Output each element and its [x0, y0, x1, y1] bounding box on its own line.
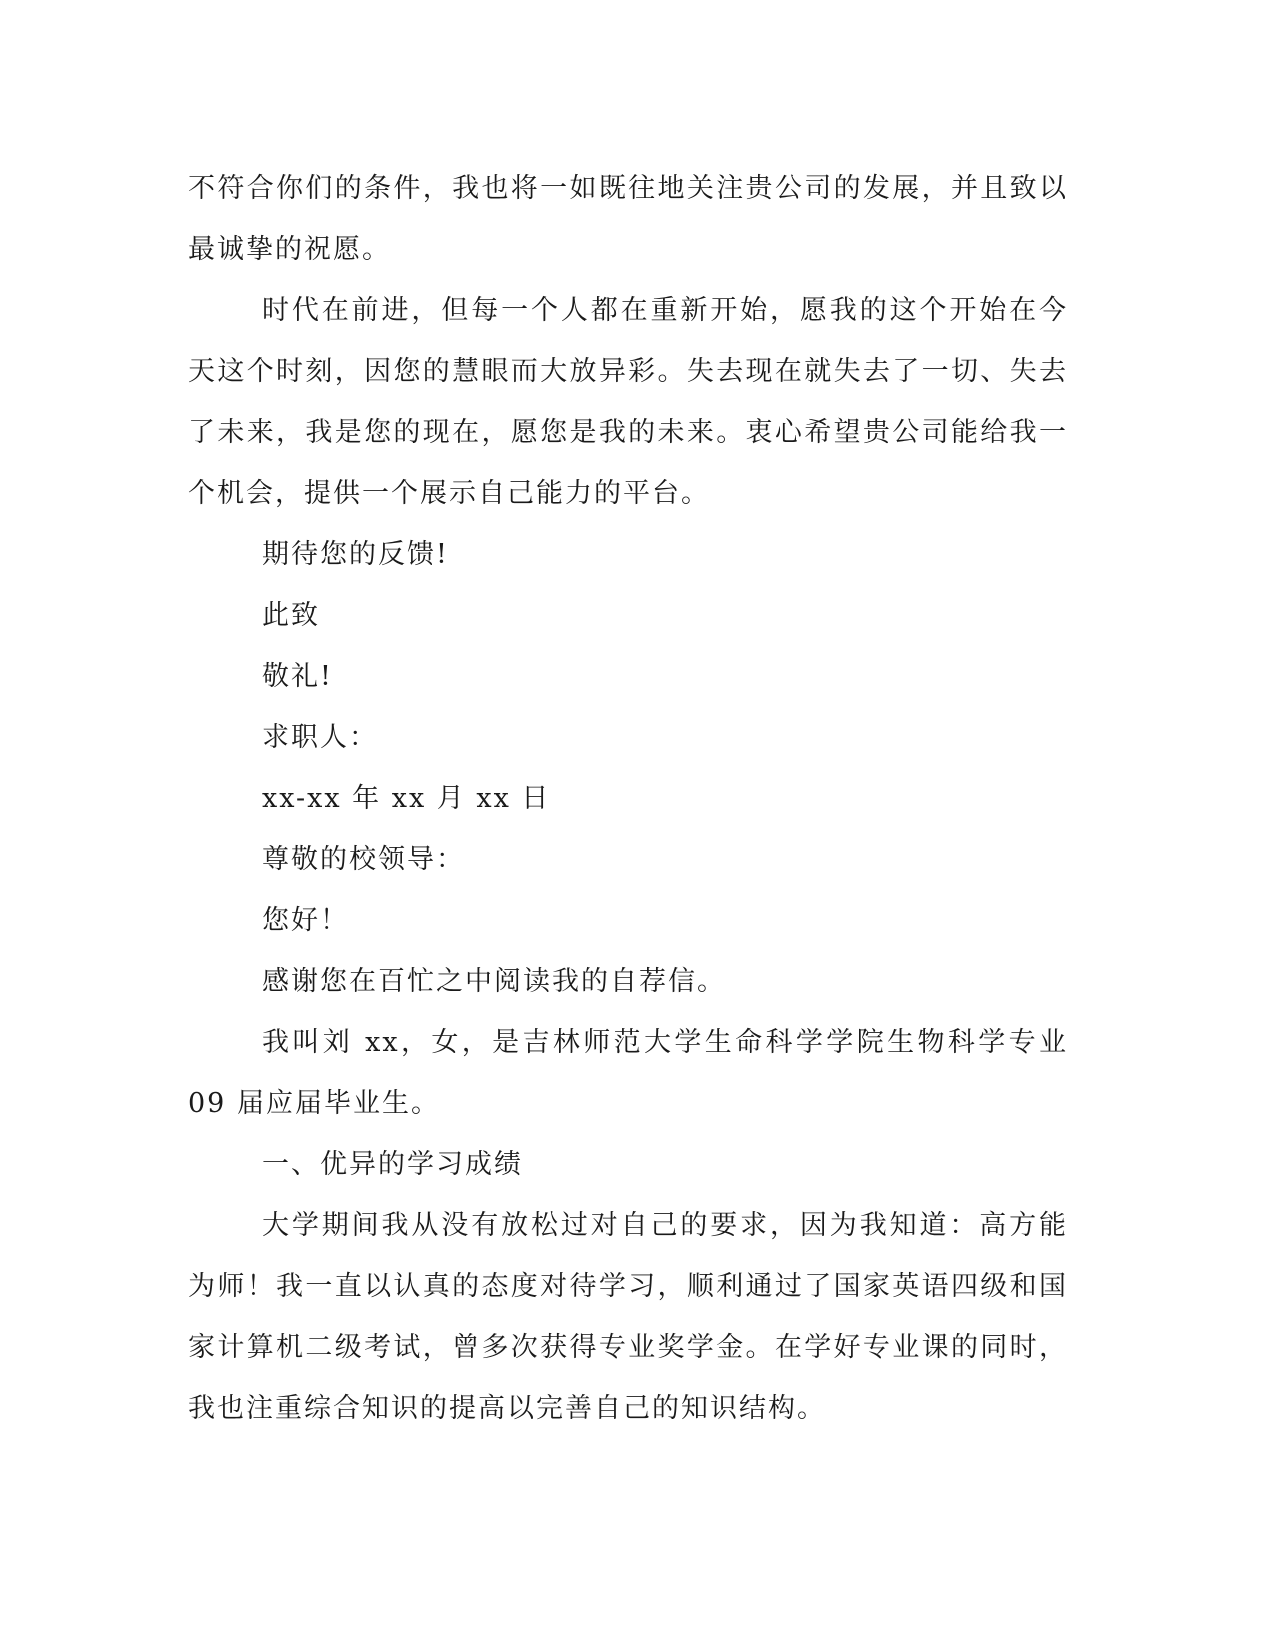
- letter-date: xx-xx 年 xx 月 xx 日: [262, 783, 551, 814]
- applicant-signature-label: 求职人：: [262, 722, 378, 753]
- paragraph-academic-record: 大学期间我从没有放松过对自己的要求，因为我知道：高方能为师！我一直以认真的态度对待学习，顺利通过了国家英语四级和国家计算机二级考试，曾多次获得专业奖学金。在学好专业课的同时，我也注重综合知识的提高以完善自己的知识结构。: [188, 1210, 1068, 1424]
- paragraph-continuation: 不符合你们的条件，我也将一如既往地关注贵公司的发展，并且致以最诚挚的祝愿。: [188, 173, 1068, 265]
- paragraph-thanks: 感谢您在百忙之中阅读我的自荐信。: [262, 966, 726, 997]
- section-heading-academics: 一、优异的学习成绩: [262, 1149, 523, 1180]
- paragraph-era-opportunity: 时代在前进，但每一个人都在重新开始，愿我的这个开始在今天这个时刻，因您的慧眼而大放异彩。失去现在就失去了一切、失去了未来，我是您的现在，愿您是我的未来。衷心希望贵公司能给我一个机会，提供一个展示自己能力的平台。: [188, 295, 1068, 509]
- greeting-recipient: 尊敬的校领导：: [262, 844, 465, 875]
- paragraph-await-feedback: 期待您的反馈!: [262, 539, 449, 570]
- letter-body: [188, 158, 1068, 1439]
- closing-regards: 敬礼!: [262, 661, 333, 692]
- paragraph-self-intro: 我叫刘 xx，女，是吉林师范大学生命科学学院生物科学专业 09 届应届毕业生。: [188, 1027, 1068, 1119]
- greeting-hello: 您好！: [262, 905, 349, 936]
- closing-salutation: 此致: [262, 600, 320, 631]
